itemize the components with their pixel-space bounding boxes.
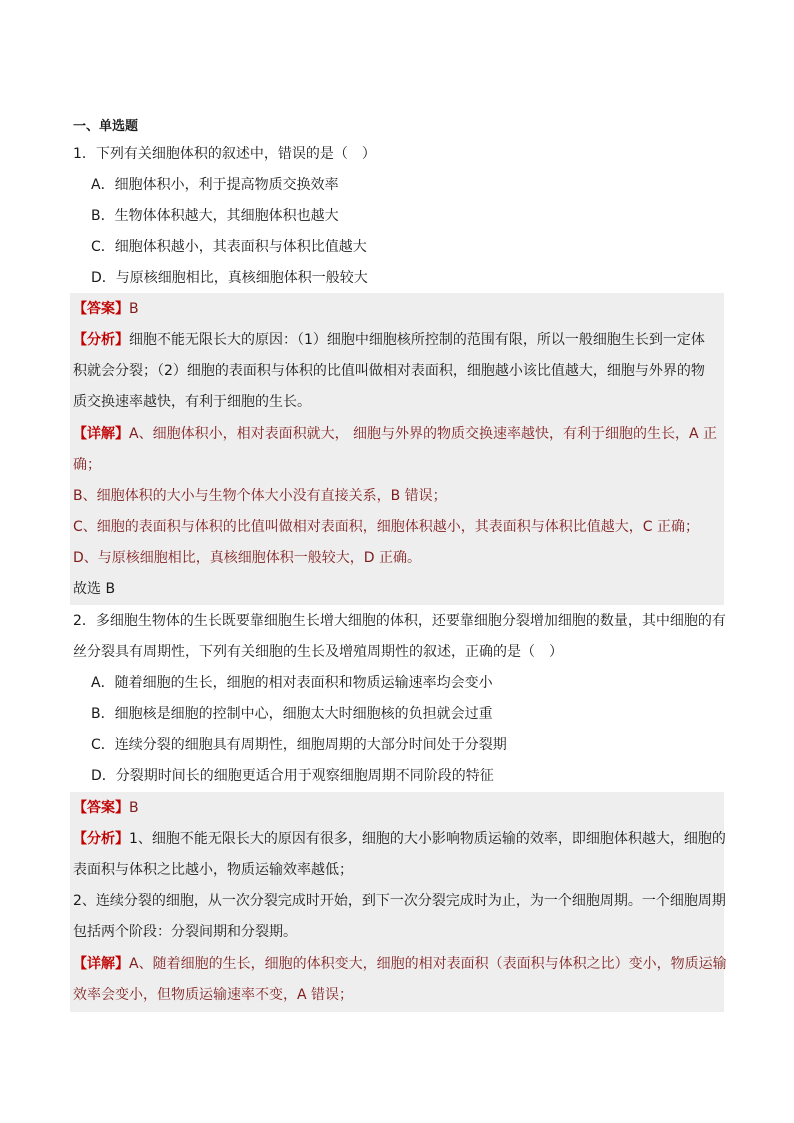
question-1-option-b: B．生物体体积越大，其细胞体积也越大 — [91, 208, 339, 224]
question-2-analysis-line-2: 表面积与体积之比越小，物质运输效率越低； — [73, 862, 353, 878]
analysis-tag: 【分析】 — [73, 831, 129, 847]
question-1-option-c: C．细胞体积越小，其表面积与体积比值越大 — [91, 239, 367, 255]
question-2-option-a: A．随着细胞的生长，细胞的相对表面积和物质运输速率均会变小 — [91, 675, 493, 691]
question-2-option-c: C．连续分裂的细胞具有周期性，细胞周期的大部分时间处于分裂期 — [91, 737, 507, 753]
question-2-detail-line-1 — [73, 954, 727, 974]
question-1-choose: 故选 B — [73, 581, 116, 597]
question-1-detail-line-1 — [73, 424, 717, 444]
detail-tag: 【详解】 — [73, 426, 129, 442]
question-1-detail-line-2: 确； — [73, 457, 101, 473]
answer-value: B — [129, 301, 139, 317]
question-2-option-b: B．细胞核是细胞的控制中心，细胞太大时细胞核的负担就会过重 — [91, 706, 493, 722]
analysis-text: 细胞不能无限长大的原因：（1）细胞中细胞核所控制的范围有限，所以一般细胞生长到一定体 — [129, 332, 705, 348]
question-1-analysis-line-2: 积就会分裂；（2）细胞的表面积与体积的比值叫做相对表面积，细胞越小该比值越大，细胞与外界的物 — [73, 363, 705, 379]
question-2-answer — [73, 798, 139, 818]
question-1-stem: 1．下列有关细胞体积的叙述中，错误的是（ ） — [73, 146, 376, 162]
answer-tag: 【答案】 — [73, 301, 129, 317]
question-1-option-d: D．与原核细胞相比，真核细胞体积一般较大 — [91, 270, 368, 286]
question-2-analysis-line-3: 2、连续分裂的细胞，从一次分裂完成时开始，到下一次分裂完成时为止，为一个细胞周期。一个细胞周期 — [73, 893, 726, 909]
analysis-text: 1、细胞不能无限长大的原因有很多，细胞的大小影响物质运输的效率，即细胞体积越大，细胞的 — [129, 831, 726, 847]
analysis-tag: 【分析】 — [73, 332, 129, 348]
question-2-stem-line-1: 2．多细胞生物体的生长既要靠细胞生长增大细胞的体积，还要靠细胞分裂增加细胞的数量，其中细胞的有 — [73, 613, 726, 629]
detail-tag: 【详解】 — [73, 956, 129, 972]
answer-value: B — [129, 800, 139, 816]
answer-tag: 【答案】 — [73, 800, 129, 816]
question-1-detail-line-4: C、细胞的表面积与体积的比值叫做相对表面积，细胞体积越小，其表面积与体积比值越大，C 正确； — [73, 519, 699, 535]
question-1-analysis-line-3: 质交换速率越快，有利于细胞的生长。 — [73, 394, 311, 410]
question-1-detail-line-3: B、细胞体积的大小与生物个体大小没有直接关系，B 错误； — [73, 488, 447, 504]
detail-text: A、随着细胞的生长，细胞的体积变大，细胞的相对表面积（表面积与体积之比）变小，物质运输 — [129, 956, 727, 972]
question-1-analysis-line-1 — [73, 330, 705, 350]
question-2-detail-line-2: 效率会变小，但物质运输速率不变，A 错误； — [73, 987, 354, 1003]
question-2-option-d: D．分裂期时间长的细胞更适合用于观察细胞周期不同阶段的特征 — [91, 768, 494, 784]
section-title: 一、单选题 — [73, 119, 139, 134]
question-1-detail-line-5: D、与原核细胞相比，真核细胞体积一般较大，D 正确。 — [73, 550, 422, 566]
question-1-answer — [73, 299, 139, 319]
question-2-analysis-line-4: 包括两个阶段：分裂间期和分裂期。 — [73, 924, 297, 940]
question-1-option-a: A．细胞体积小，利于提高物质交换效率 — [91, 177, 339, 193]
detail-text: A、细胞体积小，相对表面积就大， 细胞与外界的物质交换速率越快，有利于细胞的生长，A 正 — [129, 426, 718, 442]
question-2-stem-line-2: 丝分裂具有周期性，下列有关细胞的生长及增殖周期性的叙述，正确的是（ ） — [73, 644, 563, 660]
question-2-analysis-line-1 — [73, 829, 726, 849]
